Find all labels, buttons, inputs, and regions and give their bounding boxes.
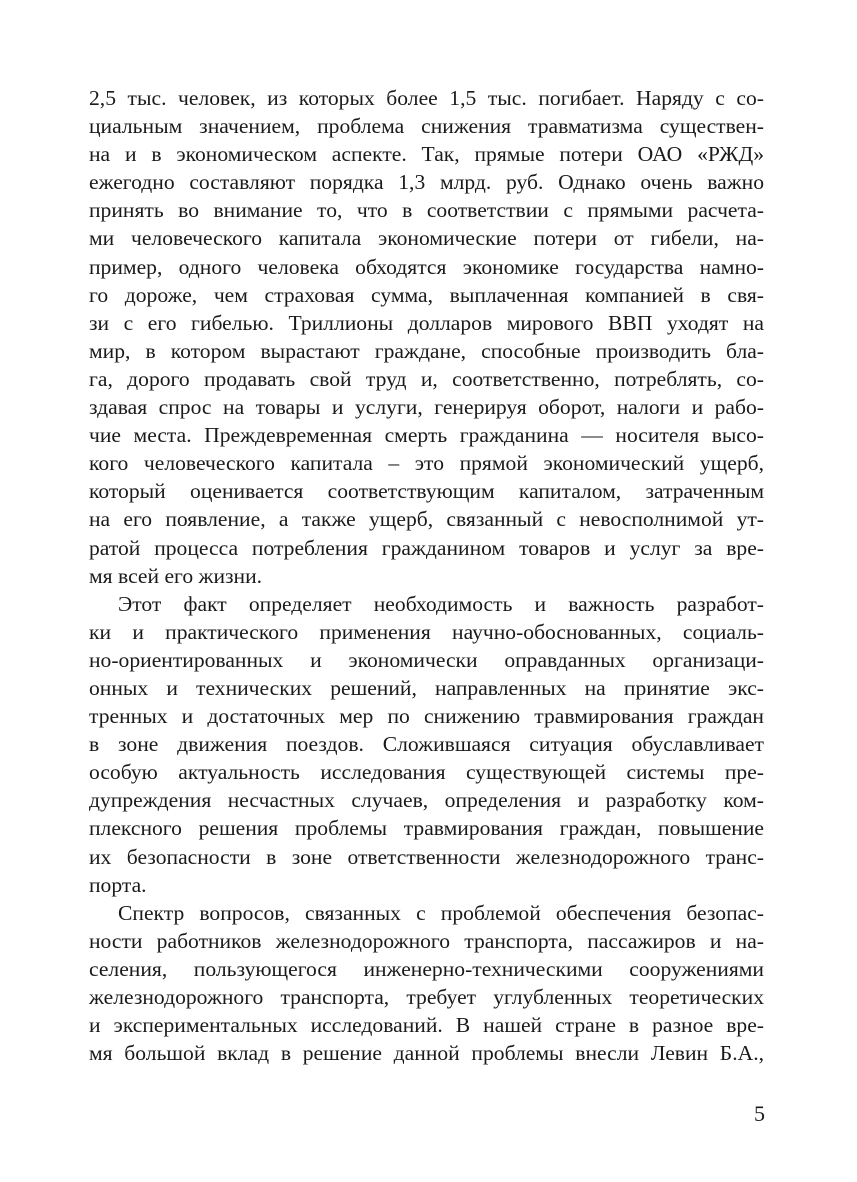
text-line: ми человеческого капитала экономические потери от гибели, на- (89, 226, 764, 251)
text-line: особую актуальность исследования существующей системы пре- (89, 760, 764, 785)
text-line: ки и практического применения научно-обоснованных, социаль- (89, 619, 764, 644)
text-line: тренных и достаточных мер по снижению травмирования граждан (89, 704, 764, 729)
text-line: селения, пользующегося инженерно-техническими сооружениями (89, 956, 764, 981)
text-line: циальным значением, проблема снижения травматизма существен- (89, 114, 764, 139)
text-line: 2,5 тыс. человек, из которых более 1,5 тыс. погибает. Наряду с со- (89, 86, 764, 110)
text-line: го дороже, чем страховая сумма, выплаченная компанией в свя- (89, 282, 764, 307)
paragraph-1 (89, 84, 764, 590)
text-line: на его появление, а также ущерб, связанный с невосполнимой ут- (89, 507, 764, 532)
text-line: пример, одного человека обходятся экономике государства намно- (89, 254, 764, 279)
body-text (89, 84, 764, 1067)
text-line: ности работников железнодорожного транспорта, пассажиров и на- (89, 928, 764, 953)
text-line: чие места. Преждевременная смерть гражданина — носителя высо- (89, 423, 764, 448)
text-line: но-ориентированных и экономически оправданных организаци- (89, 647, 764, 672)
text-line: который оценивается соответствующим капиталом, затраченным (89, 479, 764, 504)
text-line: кого человеческого капитала – это прямой экономический ущерб, (89, 451, 764, 476)
text-line: и экспериментальных исследований. В нашей стране в разное вре- (89, 1013, 764, 1038)
text-line: мя большой вклад в решение данной проблемы внесли Левин Б.А., (89, 1041, 764, 1066)
text-line: порта. (89, 872, 147, 897)
text-line: онных и технических решений, направленных на принятие экс- (89, 675, 764, 700)
text-line: мир, в котором вырастают граждане, способные производить бла- (89, 338, 764, 363)
text-line: мя всей его жизни. (89, 563, 263, 588)
paragraph-2 (89, 590, 764, 899)
text-line: ежегодно составляют порядка 1,3 млрд. руб. Однако очень важно (89, 170, 764, 195)
text-line: дупреждения несчастных случаев, определения и разработку ком- (89, 788, 764, 813)
text-line: Спектр вопросов, связанных с проблемой обеспечения безопас- (118, 900, 764, 925)
text-line: плексного решения проблемы травмирования граждан, повышение (89, 816, 764, 841)
text-line: зи с его гибелью. Триллионы долларов мирового ВВП уходят на (89, 310, 764, 335)
text-line: в зоне движения поездов. Сложившаяся ситуация обуславливает (89, 732, 764, 757)
text-line: здавая спрос на товары и услуги, генерируя оборот, налоги и рабо- (89, 395, 764, 420)
text-line: принять во внимание то, что в соответствии с прямыми расчета- (89, 198, 764, 223)
text-line: ратой процесса потребления гражданином товаров и услуг за вре- (89, 535, 764, 560)
text-line: их безопасности в зоне ответственности железнодорожного транс- (89, 844, 764, 869)
paragraph-3 (89, 899, 764, 1068)
text-line: га, дорого продавать свой труд и, соответственно, потреблять, со- (89, 366, 764, 391)
text-line: железнодорожного транспорта, требует углубленных теоретических (89, 985, 764, 1009)
text-line: на и в экономическом аспекте. Так, прямые потери ОАО «РЖД» (89, 142, 764, 167)
page-number: 5 (754, 1101, 765, 1126)
text-line: Этот факт определяет необходимость и важность разработ- (118, 591, 764, 616)
